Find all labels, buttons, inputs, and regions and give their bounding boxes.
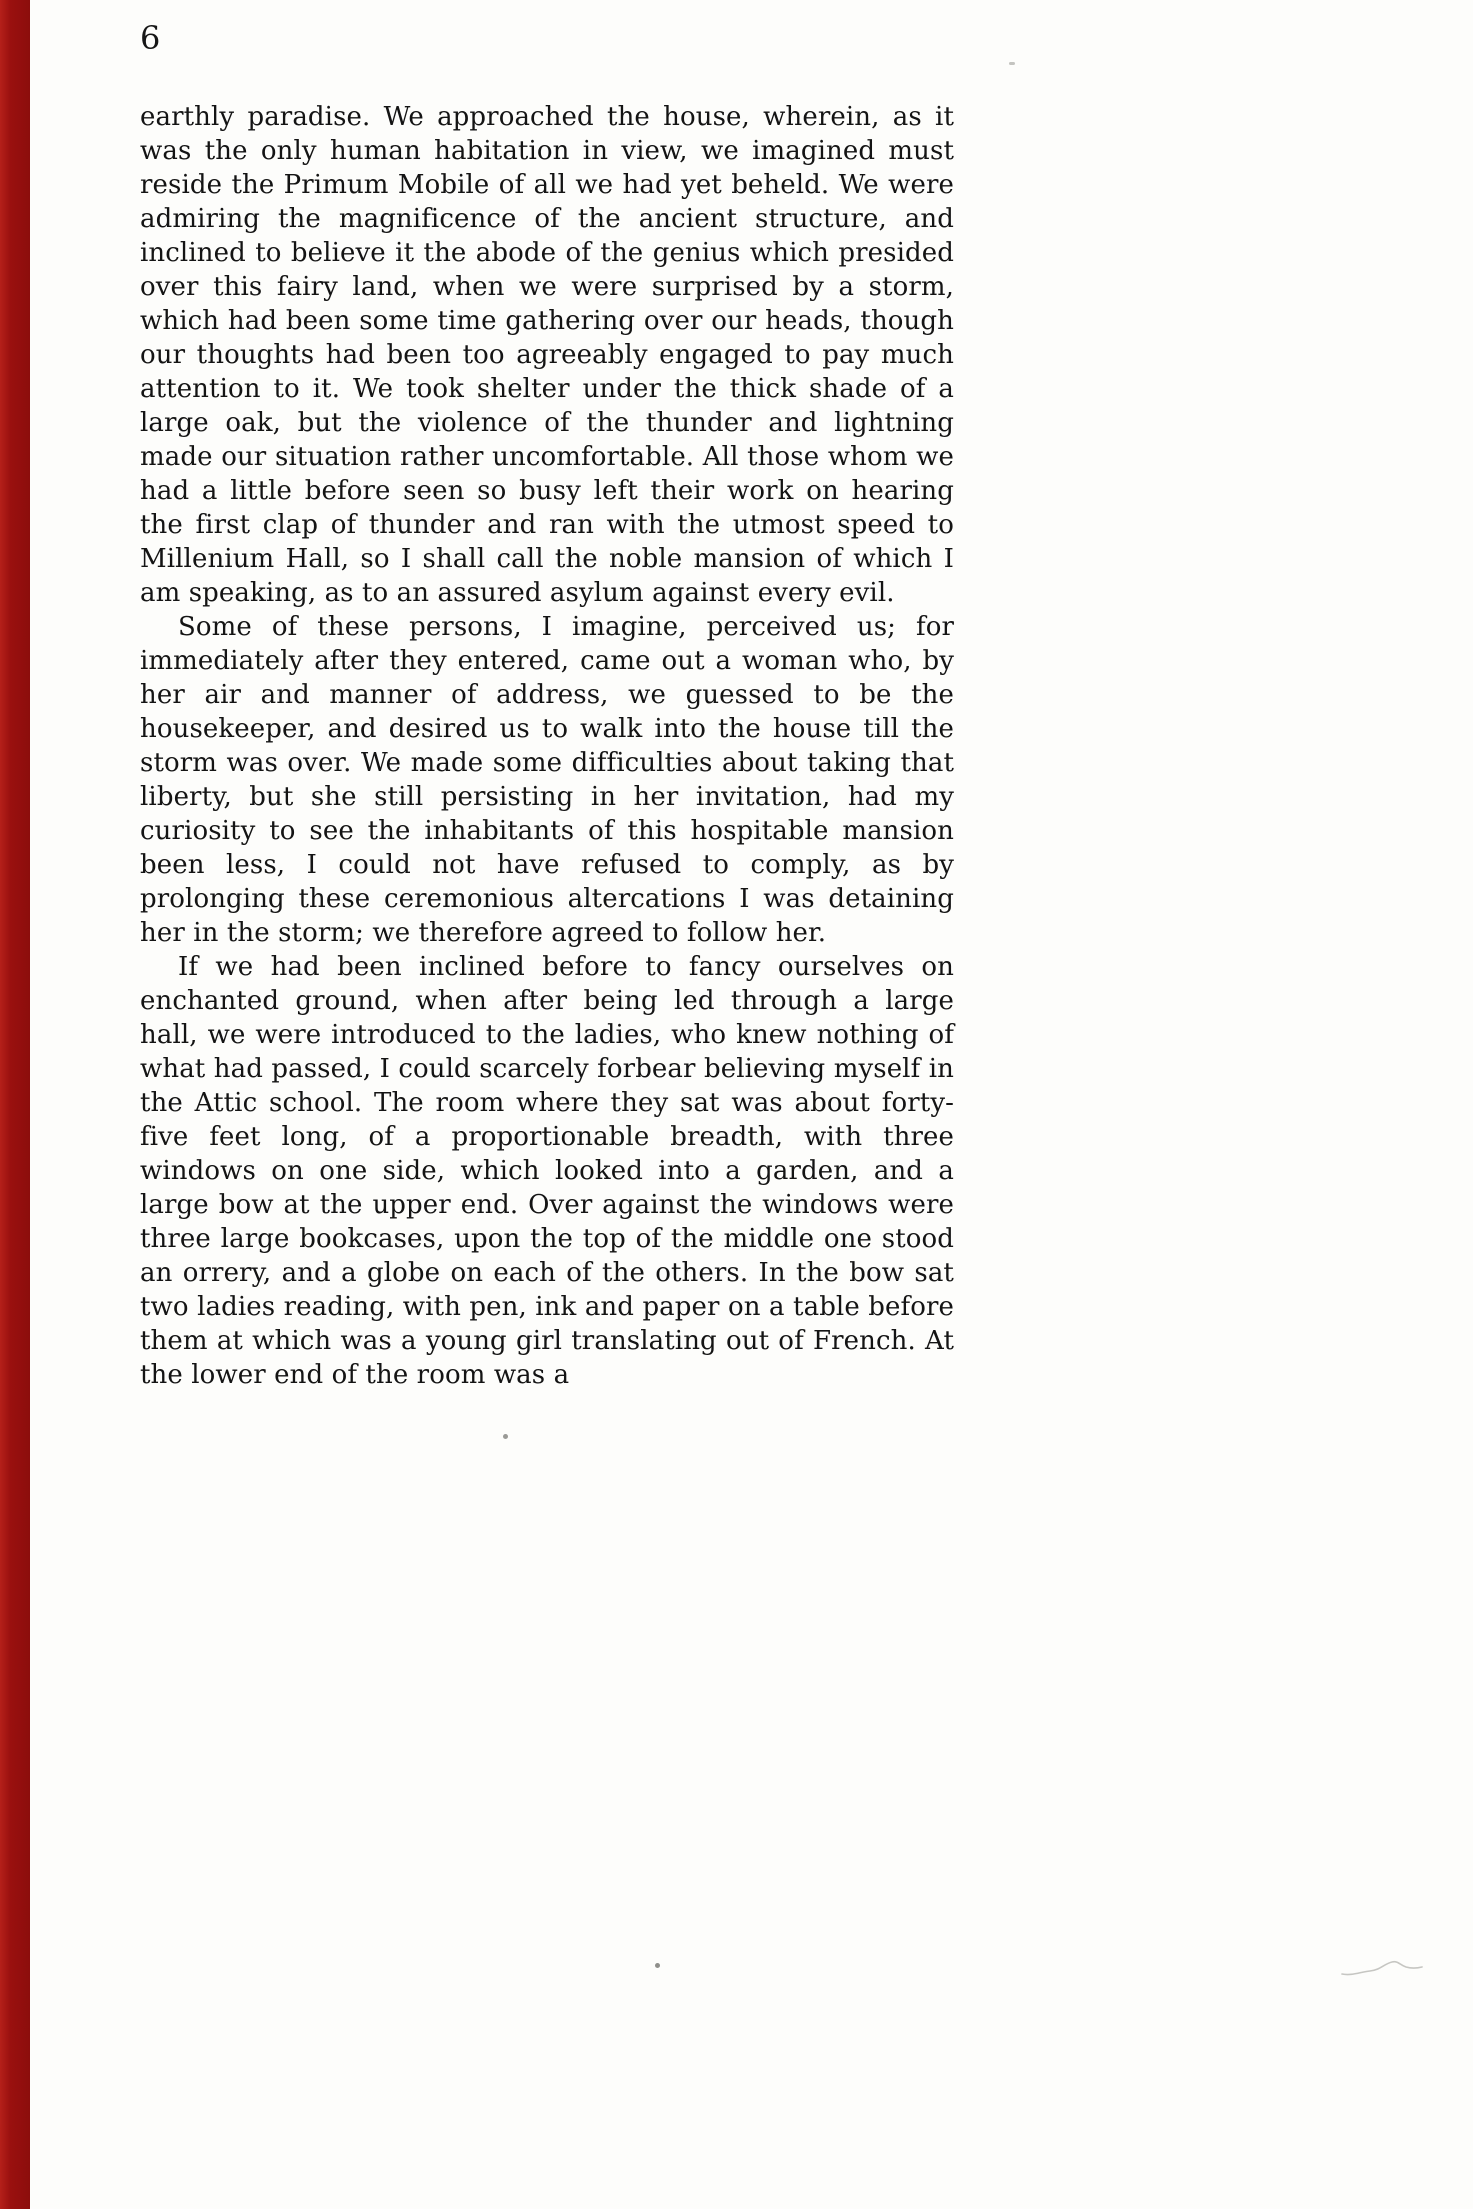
scan-artifact-dot <box>1009 62 1015 65</box>
paragraph: If we had been inclined before to fancy ourselves on enchanted ground, when after being led through a large hall, we were introduced to the ladies, who knew nothing of what had passed, I could scarcely forbear believing myself in the Attic school. The room where they sat was about forty-five feet long, of a proportionable breadth, with three windows on one side, which looked into a garden, and a large bow at the upper end. Over against the windows were three large bookcases, upon the top of the middle one stood an orrery, and a globe on each of the others. In the bow sat two ladies reading, with pen, ink and paper on a table before them at which was a young girl translating out of French. At the lower end of the room was a <box>140 952 954 1390</box>
scan-artifact-dot <box>655 1963 660 1968</box>
book-binding-red-strip <box>0 0 30 2209</box>
scan-artifact-pencil-squiggle <box>1340 1958 1424 1980</box>
page-number: 6 <box>140 19 161 57</box>
paragraph: Some of these persons, I imagine, perceived us; for immediately after they entered, came out a woman who, by her air and manner of address, we guessed to be the housekeeper, and desired us to walk into the house till the storm was over. We made some difficulties about taking that liberty, but she still persisting in her invitation, had my curiosity to see the inhabitants of this hospitable mansion been less, I could not have refused to comply, as by prolonging these ceremonious altercations I was detaining her in the storm; we therefore agreed to follow her. <box>140 612 954 948</box>
paragraph: earthly paradise. We approached the house, wherein, as it was the only human habitation in view, we imagined must reside the Primum Mobile of all we had yet beheld. We were admiring the magnificence of the ancient structure, and inclined to believe it the abode of the genius which presided over this fairy land, when we were surprised by a storm, which had been some time gathering over our heads, though our thoughts had been too agreeably engaged to pay much attention to it. We took shelter under the thick shade of a large oak, but the violence of the thunder and lightning made our situation rather uncomfortable. All those whom we had a little before seen so busy left their work on hearing the first clap of thunder and ran with the utmost speed to Millenium Hall, so I shall call the noble mansion of which I am speaking, as to an assured asylum against every evil. <box>140 102 954 608</box>
scan-artifact-dot <box>503 1434 508 1439</box>
page-text-block <box>140 100 954 1392</box>
